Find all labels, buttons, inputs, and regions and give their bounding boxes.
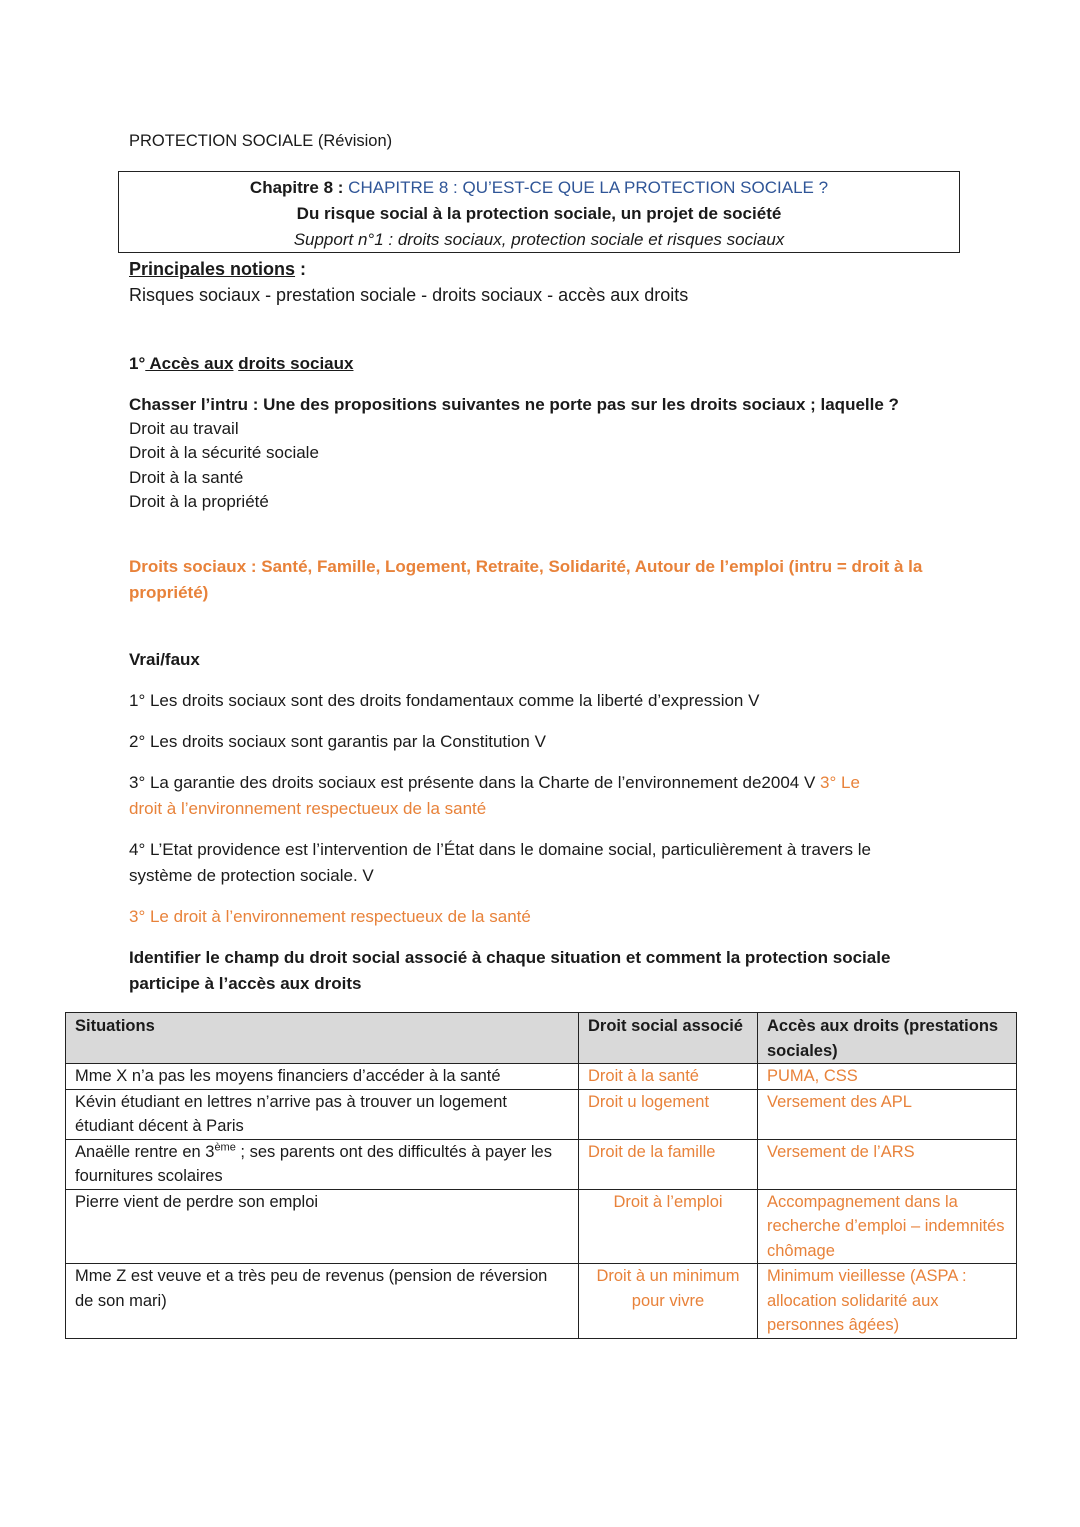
vrai-faux-heading: Vrai/faux [129,650,200,669]
table-row [66,1264,1017,1339]
intrus-question [129,393,899,417]
table-row [66,1139,1017,1189]
notions-heading: Principales notions [129,259,296,279]
identify-instruction-line2: participe à l’accès aux droits [129,974,362,993]
vrai-faux-q3 [129,771,860,795]
situation-cell: Pierre vient de perdre son emploi [66,1189,579,1264]
situation-text-b: ; ses parents ont des difficultés à payer les fournitures scolaires [75,1142,552,1185]
rights-table [65,1012,1017,1339]
notions-heading-line [129,257,306,281]
table-row [66,1064,1017,1090]
acces-cell: Accompagnement dans la recherche d’emploi – indemnités chômage [758,1189,1017,1264]
table-row [66,1189,1017,1264]
intrus-option: Droit à la sécurité sociale [129,443,319,462]
droit-cell: Droit à la santé [579,1064,758,1090]
chapter-support: Support n°1 : droits sociaux, protection sociale et risques sociaux [293,230,785,249]
acces-cell: Versement des APL [758,1089,1017,1139]
intrus-question-text: Une des propositions suivantes ne porte pas sur les droits sociaux ; laquelle ? [263,395,899,414]
droit-cell: Droit u logement [579,1089,758,1139]
intrus-answer-line1: Droits sociaux : Santé, Famille, Logement, Retraite, Solidarité, Autour de l’emploi (intru = droit à la [129,557,923,576]
vrai-faux-answer: 3° Le droit à l’environnement respectueux de la santé [129,907,531,926]
chapter-title: CHAPITRE 8 : QU’EST-CE QUE LA PROTECTION SOCIALE ? [348,178,829,197]
droit-cell: Droit à l’emploi [579,1189,758,1264]
situation-cell: Mme X n’a pas les moyens financiers d’accéder à la santé [66,1064,579,1090]
notions-colon: : [295,259,307,279]
acces-cell: Minimum vieillesse (ASPA : allocation solidarité aux personnes âgées) [758,1264,1017,1339]
acces-cell: Versement de l’ARS [758,1139,1017,1189]
vrai-faux-q3-text: 3° La garantie des droits sociaux est présente dans la Charte de l’environnement de2004 V [129,773,821,792]
intrus-label: Chasser l’intru : [129,395,264,414]
intrus-option: Droit au travail [129,419,239,438]
situation-text-a: Anaëlle rentre en 3 [75,1142,215,1161]
vrai-faux-q3-answer-line2: droit à l’environnement respectueux de la santé [129,799,487,818]
intrus-option: Droit à la propriété [129,492,269,511]
vrai-faux-q4-line2: système de protection sociale. V [129,866,374,885]
notions-list: Risques sociaux - prestation sociale - droits sociaux - accès aux droits [129,285,689,305]
droit-cell: Droit à un minimum pour vivre [579,1264,758,1339]
identify-instruction-line1: Identifier le champ du droit social associé à chaque situation et comment la protection sociale [129,948,891,967]
chapter-prefix: Chapitre 8 : [249,178,349,197]
column-header-droit: Droit social associé [579,1013,758,1064]
chapter-box [118,171,960,253]
vrai-faux-q3-answer-start: 3° Le [820,773,860,792]
section1-heading [129,352,353,376]
intrus-option: Droit à la santé [129,468,244,487]
column-header-acces: Accès aux droits (prestations sociales) [758,1013,1017,1064]
droit-cell: Droit de la famille [579,1139,758,1189]
chapter-subtitle: Du risque social à la protection sociale, un projet de société [296,204,782,223]
vrai-faux-q2: 2° Les droits sociaux sont garantis par la Constitution V [129,732,546,751]
vrai-faux-q1: 1° Les droits sociaux sont des droits fondamentaux comme la liberté d’expression V [129,691,760,710]
section1-heading-a: Accès aux [145,354,234,373]
situation-superscript: ème [214,1141,236,1153]
vrai-faux-q4-line1: 4° L’Etat providence est l’intervention de l’État dans le domaine social, particulièrement à travers le [129,840,871,859]
table-row [66,1089,1017,1139]
section1-number: 1° [129,354,146,373]
intrus-answer-line2: propriété) [129,583,209,602]
table-header-row [66,1013,1017,1064]
situation-cell [66,1139,579,1189]
situation-cell: Kévin étudiant en lettres n’arrive pas à trouver un logement étudiant décent à Paris [66,1089,579,1139]
document-title: PROTECTION SOCIALE (Révision) [129,132,393,150]
column-header-situations: Situations [66,1013,579,1064]
situation-cell: Mme Z est veuve et a très peu de revenus (pension de réversion de son mari) [66,1264,579,1339]
acces-cell: PUMA, CSS [758,1064,1017,1090]
section1-heading-b: droits sociaux [238,354,354,373]
